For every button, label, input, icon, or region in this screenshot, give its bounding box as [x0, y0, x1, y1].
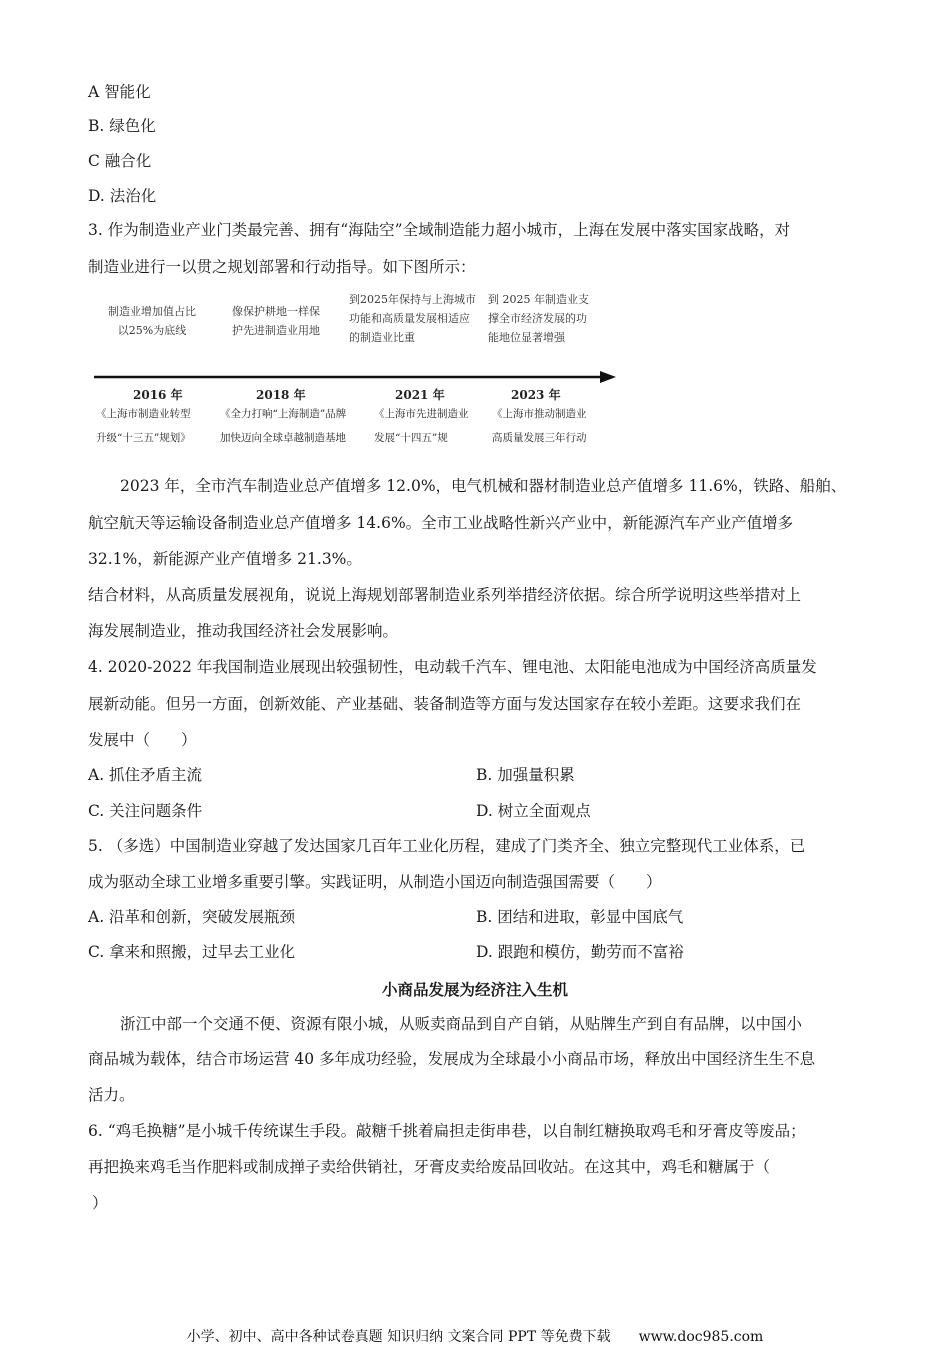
timeline-doc-2023	[492, 402, 587, 450]
timeline-event-2021-note	[349, 290, 476, 347]
timeline-year-2016: 2016 年	[133, 388, 183, 402]
q4-stem-line3: 发展中（ ）	[88, 731, 197, 749]
policy-timeline-figure	[88, 288, 628, 456]
q4-option-a: A. 抓住矛盾主流	[88, 766, 203, 784]
q6-stem-line1: 6. “鸡毛换糖”是小城千传统谋生手段。敲糖千挑着扁担走街串巷，以自制红糖换取鸡毛和牙膏皮等废品；	[88, 1122, 806, 1140]
section-line1: 浙江中部一个交通不便、资源有限小城，从贩卖商品到自产自销，从贴牌生产到自有品牌，以中国小	[120, 1015, 803, 1033]
section-title: 小商品发展为经济注入生机	[381, 980, 568, 999]
q6-stem-line3: ）	[92, 1194, 108, 1212]
q4-option-b: B. 加强量积累	[476, 766, 575, 784]
q2-option-c: C 融合化	[88, 152, 152, 170]
timeline-event-2018-note	[232, 302, 320, 340]
event-doc-line: 《上海市推动制造业	[492, 408, 587, 420]
timeline-doc-2021	[374, 402, 469, 450]
event-doc-line: 《上海市先进制造业	[374, 408, 469, 420]
timeline-event-2016-note	[108, 302, 196, 340]
q3-stem-line2: 制造业进行一以贯之规划部署和行动指导。如下图所示：	[88, 258, 476, 276]
page-footer: 小学、初中、高中各种试卷真题 知识归纳 文案合同 PPT 等免费下载 www.doc985.com	[186, 1329, 764, 1345]
event-note-line: 到2025年保持与上海城市	[349, 293, 476, 306]
q4-stem-line2: 展新动能。但另一方面，创新效能、产业基础、装备制造等方面与发达国家存在较小差距。这要求我们在	[88, 695, 802, 713]
event-doc-line: 高质量发展三年行动	[492, 432, 587, 444]
q4-option-d: D. 树立全面观点	[476, 802, 591, 820]
event-note-line: 制造业增加值占比	[108, 305, 196, 318]
q5-option-c: C. 拿来和照搬，过早去工业化	[88, 943, 296, 961]
timeline-year-2021: 2021 年	[395, 388, 445, 402]
timeline-year-2018: 2018 年	[256, 388, 306, 402]
event-note-line: 以25%为底线	[117, 324, 187, 337]
event-doc-line: 《上海市制造业转型	[96, 408, 191, 420]
q2-option-b: B. 绿色化	[88, 117, 156, 135]
section-line3: 活力。	[88, 1086, 135, 1104]
q3-data-line3: 32.1%，新能源产业产值增多 21.3%。	[88, 550, 362, 568]
timeline-year-2023: 2023 年	[511, 388, 561, 402]
event-note-line: 功能和高质量发展相适应	[349, 312, 470, 325]
event-note-line: 撑全市经济发展的功	[488, 312, 587, 325]
timeline-doc-2018	[220, 402, 346, 450]
timeline-doc-2016	[96, 402, 191, 450]
event-doc-line: 升级“十三五”规划》	[96, 432, 191, 444]
event-note-line: 像保护耕地一样保	[232, 305, 320, 318]
q3-ask-line1: 结合材料，从高质量发展视角，说说上海规划部署制造业系列举措经济依据。综合所学说明这些举措对上	[88, 586, 802, 604]
q4-stem-line1: 4. 2020-2022 年我国制造业展现出较强韧性，电动载千汽车、锂电池、太阳能电池成为中国经济高质量发	[88, 658, 817, 676]
q2-option-a: A 智能化	[88, 83, 151, 101]
q3-stem-line1: 3. 作为制造业产业门类最完善、拥有“海陆空”全域制造能力超小城市，上海在发展中落实国家战略，对	[88, 221, 791, 239]
q3-data-line1: 2023 年，全市汽车制造业总产值增多 12.0%，电气机械和器材制造业总产值增多 11.6%，铁路、船舶、	[120, 477, 847, 495]
event-note-line: 的制造业比重	[349, 331, 415, 344]
q6-stem-line2: 再把换来鸡毛当作肥料或制成掸子卖给供销社，牙膏皮卖给废品回收站。在这其中，鸡毛和糖属于（	[88, 1158, 771, 1176]
q3-ask-line2: 海发展制造业，推动我国经济社会发展影响。	[88, 622, 399, 640]
q5-option-b: B. 团结和进取，彰显中国底气	[476, 908, 684, 926]
q4-option-c: C. 关注问题条件	[88, 802, 203, 820]
q5-stem-line2: 成为驱动全球工业增多重要引擎。实践证明，从制造小国迈向制造强国需要（ ）	[88, 873, 662, 891]
event-doc-line: 发展“十四五”规	[374, 432, 448, 444]
event-note-line: 能地位显著增强	[488, 331, 565, 344]
event-doc-line: 加快迈向全球卓越制造基地	[220, 432, 346, 444]
q3-data-line2: 航空航天等运输设备制造业总产值增多 14.6%。全市工业战略性新兴产业中，新能源汽车产业产值增多	[88, 514, 794, 532]
event-doc-line: 《全力打响“上海制造”品牌	[220, 408, 347, 420]
timeline-event-2023-note	[488, 290, 589, 347]
q5-stem-line1: 5. （多选）中国制造业穿越了发达国家几百年工业化历程，建成了门类齐全、独立完整现代工业体系，已	[88, 837, 806, 855]
q5-option-a: A. 沿革和创新，突破发展瓶颈	[88, 908, 296, 926]
event-note-line: 护先进制造业用地	[232, 324, 320, 337]
section-line2: 商品城为载体，结合市场运营 40 多年成功经验，发展成为全球最小小商品市场，释放出中国经济生生不息	[88, 1050, 816, 1068]
event-note-line: 到 2025 年制造业支	[488, 293, 589, 306]
q2-option-d: D. 法治化	[88, 187, 157, 205]
q5-option-d: D. 跟跑和模仿，勤劳而不富裕	[476, 943, 684, 961]
timeline-arrow-icon	[600, 371, 616, 383]
